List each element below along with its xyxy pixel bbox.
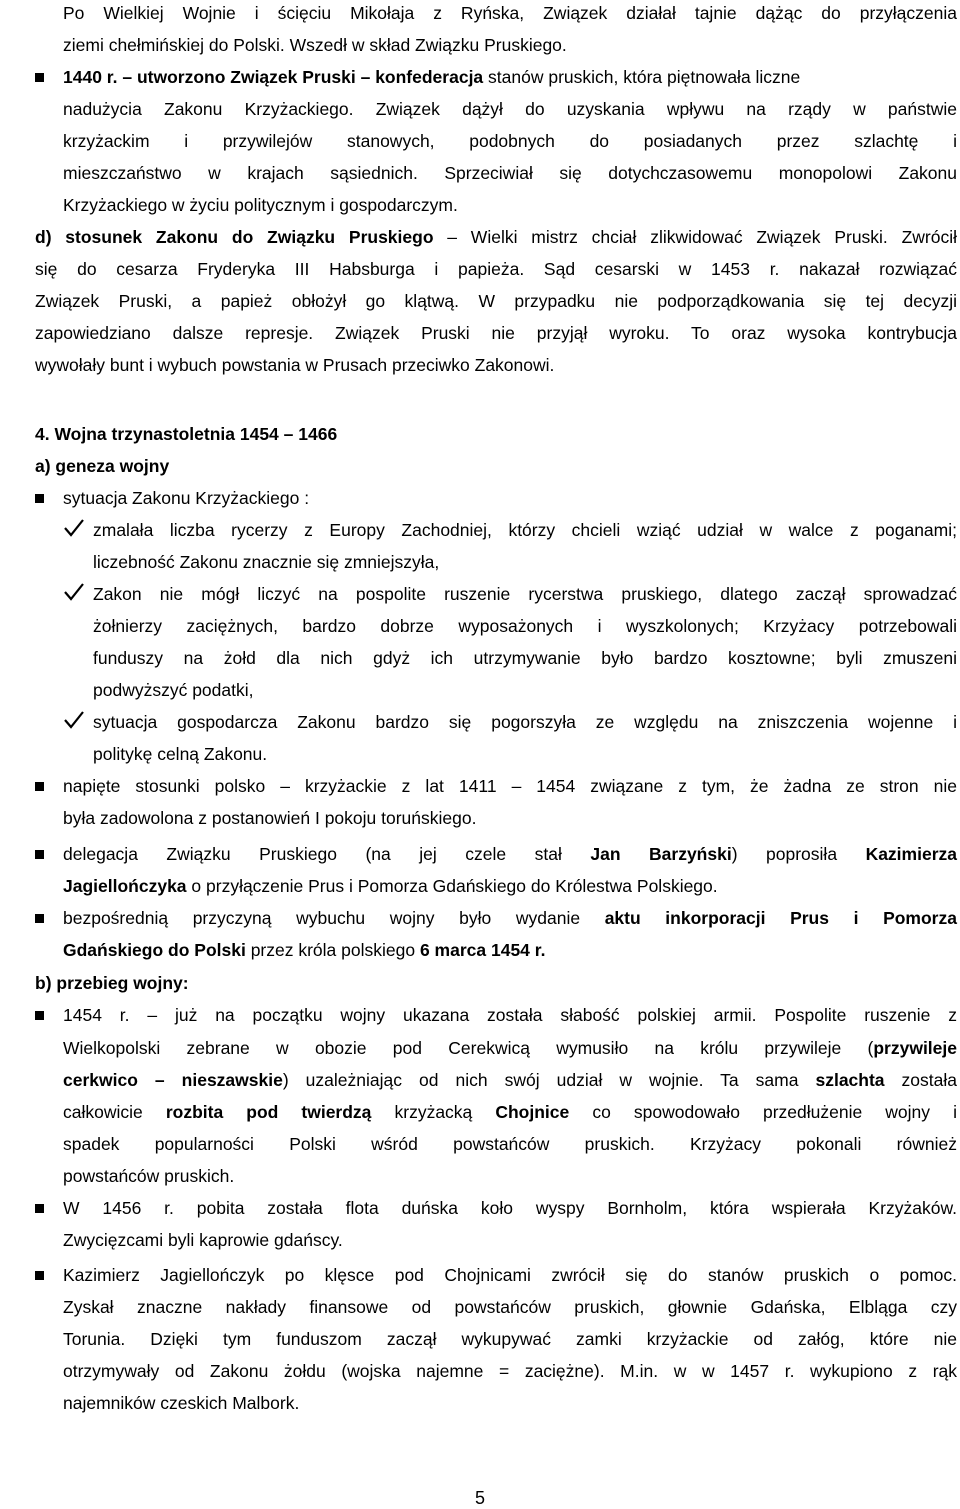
- paragraph-line: się do cesarza Fryderyka III Habsburga i papieża. Sąd cesarski w 1453 r. nakazał rozwiązać: [35, 259, 957, 279]
- paragraph-line: Jagiellończyka o przyłączenie Prus i Pomorza Gdańskiego do Królestwa Polskiego.: [63, 876, 718, 896]
- paragraph-line: najemników czeskich Malbork.: [63, 1393, 300, 1413]
- square-bullet-icon: [35, 782, 44, 791]
- paragraph-line: powstańców pruskich.: [63, 1166, 235, 1186]
- paragraph-line: Zwycięzcami byli kaprowie gdańscy.: [63, 1230, 343, 1250]
- section-heading: 4. Wojna trzynastoletnia 1454 – 1466: [35, 424, 338, 444]
- paragraph-line: sytuacja gospodarcza Zakonu bardzo się pogorszyła ze względu na zniszczenia wojenne i: [93, 712, 957, 732]
- paragraph-line: nadużycia Zakonu Krzyżackiego. Związek dążył do uzyskania wpływu na rządy w państwie: [63, 99, 957, 119]
- paragraph-line: W 1456 r. pobita została flota duńska koło wyspy Bornholm, która wspierała Krzyżaków.: [63, 1198, 957, 1218]
- page-number: 5: [474, 1488, 485, 1508]
- checkmark-icon: [63, 518, 85, 538]
- square-bullet-icon: [35, 914, 44, 923]
- paragraph-line: napięte stosunki polsko – krzyżackie z lat 1411 – 1454 związane z tym, że żadna ze stron nie: [63, 776, 957, 796]
- square-bullet-icon: [35, 1011, 44, 1020]
- paragraph-line: d) stosunek Zakonu do Związku Pruskiego – Wielki mistrz chciał zlikwidować Związek Pruski. Zwrócił: [35, 227, 957, 247]
- checkmark-icon: [63, 582, 85, 602]
- paragraph-line: delegacja Związku Pruskiego (na jej czele stał Jan Barzyński) poprosiła Kazimierza: [63, 844, 957, 864]
- paragraph-line: Krzyżackiego w życiu politycznym i gospodarczym.: [63, 195, 458, 215]
- paragraph-line: zapowiedziano dalsze represje. Związek Pruski nie przyjął wyroku. To oraz wysoka kontrybucja: [35, 323, 957, 343]
- paragraph-line: krzyżackim i przywilejów stanowych, podobnych do posiadanych przez szlachtę i: [63, 131, 957, 151]
- paragraph-line: Kazimierz Jagiellończyk po klęsce pod Chojnicami zwrócił się do stanów pruskich o pomoc.: [63, 1265, 957, 1285]
- paragraph-line: mieszczaństwo w krajach sąsiednich. Sprzeciwiał się dotychczasowemu monopolowi Zakonu: [63, 163, 957, 183]
- checkmark-icon: [63, 710, 85, 730]
- square-bullet-icon: [35, 494, 44, 503]
- paragraph-line: Zyskał znaczne nakłady finansowe od powstańców pruskich, głownie Gdańska, Elbląga czy: [63, 1297, 957, 1317]
- paragraph-line: Torunia. Dzięki tym funduszom zaczął wykupywać zamki krzyżackie od załóg, które nie: [63, 1329, 957, 1349]
- paragraph-line: bezpośrednią przyczyną wybuchu wojny było wydanie aktu inkorporacji Prus i Pomorza: [63, 908, 957, 928]
- paragraph-line: liczebność Zakonu znacznie się zmniejszyła,: [93, 552, 440, 572]
- paragraph-line: Po Wielkiej Wojnie i ścięciu Mikołaja z Ryńska, Związek działał tajnie dążąc do przyłączenia: [63, 3, 957, 23]
- paragraph-line: podwyższyć podatki,: [93, 680, 254, 700]
- subsection-heading: b) przebieg wojny:: [35, 973, 189, 993]
- paragraph-line: Zakon nie mógł liczyć na pospolite ruszenie rycerstwa pruskiego, dlatego zaczął sprowadzać: [93, 584, 957, 604]
- paragraph-line: cerkwico – nieszawskie) uzależniając od nich swój udział w wojnie. Ta sama szlachta została: [63, 1070, 957, 1090]
- paragraph-line: 1440 r. – utworzono Związek Pruski – konfederacja stanów pruskich, która piętnowała liczne: [63, 67, 801, 87]
- paragraph-line: politykę celną Zakonu.: [93, 744, 268, 764]
- paragraph-line: spadek popularności Polski wśród powstańców pruskich. Krzyżacy pokonali również: [63, 1134, 957, 1154]
- subsection-heading: a) geneza wojny: [35, 456, 170, 476]
- paragraph-line: wywołały bunt i wybuch powstania w Prusach przeciwko Zakonowi.: [35, 355, 555, 375]
- paragraph-line: żołnierzy zaciężnych, bardzo dobrze wyposażonych i wyszkolonych; Krzyżacy potrzebowali: [93, 616, 957, 636]
- paragraph-line: Wielkopolski zebrane w obozie pod Cerekwicą wymusiło na królu przywileje (przywileje: [63, 1038, 957, 1058]
- square-bullet-icon: [35, 1204, 44, 1213]
- paragraph-line: funduszy na żołd dla nich gdyż ich utrzymywanie było bardzo kosztowne; byli zmuszeni: [93, 648, 957, 668]
- paragraph-line: całkowicie rozbita pod twierdzą krzyżacką Chojnice co spowodowało przedłużenie wojny i: [63, 1102, 957, 1122]
- paragraph-line: zmalała liczba rycerzy z Europy Zachodniej, którzy chcieli wziąć udział w walce z poganami;: [93, 520, 957, 540]
- square-bullet-icon: [35, 850, 44, 859]
- paragraph-line: była zadowolona z postanowień I pokoju toruńskiego.: [63, 808, 477, 828]
- paragraph-line: ziemi chełmińskiej do Polski. Wszedł w skład Związku Pruskiego.: [63, 35, 567, 55]
- paragraph-line: Gdańskiego do Polski przez króla polskiego 6 marca 1454 r.: [63, 940, 546, 960]
- paragraph-line: sytuacja Zakonu Krzyżackiego :: [63, 488, 310, 508]
- paragraph-line: Związek Pruski, a papież obłożył go klątwą. W przypadku nie podporządkowania się tej decyzji: [35, 291, 957, 311]
- paragraph-line: 1454 r. – już na początku wojny ukazana została słabość polskiej armii. Pospolite ruszenie z: [63, 1005, 957, 1025]
- square-bullet-icon: [35, 73, 44, 82]
- square-bullet-icon: [35, 1271, 44, 1280]
- paragraph-line: otrzymywały od Zakonu żołdu (wojska najemne = zaciężne). M.in. w w 1457 r. wykupiono z rąk: [63, 1361, 957, 1381]
